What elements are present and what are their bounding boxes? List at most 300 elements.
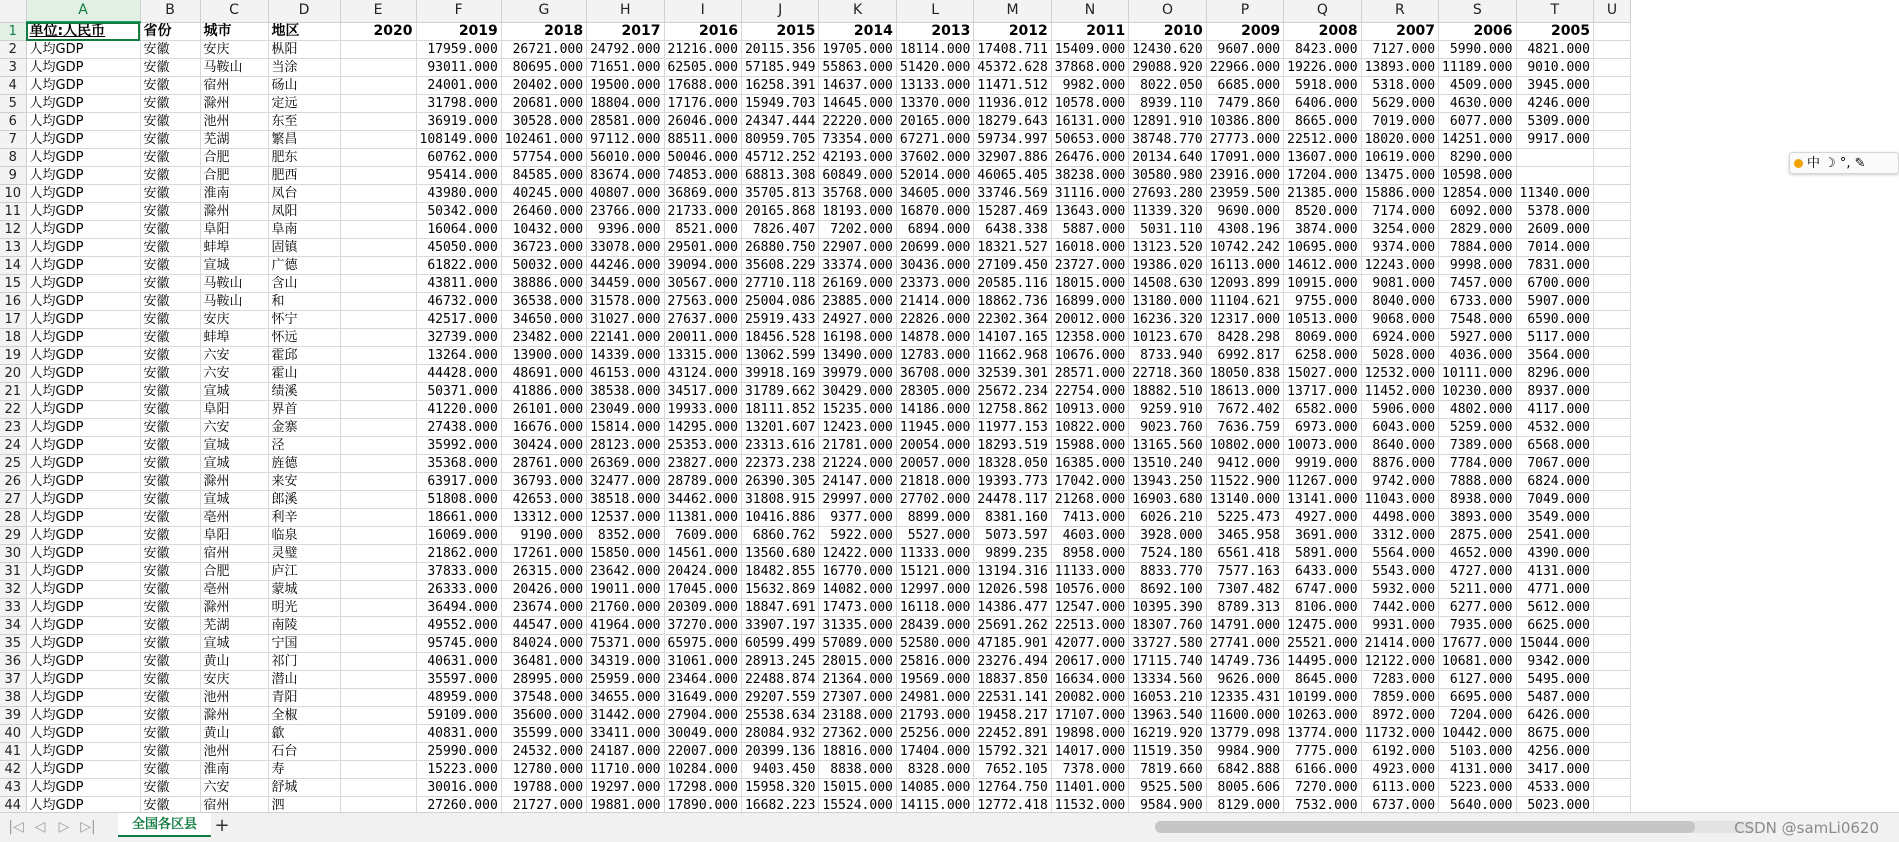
cell-p10[interactable]: 23959.500 — [1206, 185, 1283, 203]
cell-p6[interactable]: 10386.800 — [1206, 113, 1283, 131]
cell-p36[interactable]: 14749.736 — [1206, 653, 1283, 671]
cell-f25[interactable]: 35368.000 — [416, 455, 501, 473]
cell-c9[interactable]: 合肥 — [200, 167, 268, 185]
cell-p12[interactable]: 4308.196 — [1206, 221, 1283, 239]
cell-g44[interactable]: 21727.000 — [501, 797, 586, 813]
cell-d27[interactable]: 郎溪 — [268, 491, 340, 509]
cell-s34[interactable]: 7935.000 — [1439, 617, 1516, 635]
cell-j13[interactable]: 26880.750 — [741, 239, 818, 257]
column-header-a[interactable]: A — [26, 0, 140, 22]
cell-d26[interactable]: 来安 — [268, 473, 340, 491]
cell-j14[interactable]: 35608.229 — [741, 257, 818, 275]
cell-o42[interactable]: 7819.660 — [1129, 761, 1206, 779]
cell-u19[interactable] — [1593, 347, 1630, 365]
cell-g11[interactable]: 26460.000 — [501, 203, 586, 221]
cell-l44[interactable]: 14115.000 — [896, 797, 973, 813]
cell-f23[interactable]: 27438.000 — [416, 419, 501, 437]
cell-k27[interactable]: 29997.000 — [819, 491, 896, 509]
cell-d31[interactable]: 庐江 — [268, 563, 340, 581]
column-header-q[interactable]: Q — [1284, 0, 1361, 22]
cell-r28[interactable]: 4498.000 — [1361, 509, 1438, 527]
cell-g35[interactable]: 84024.000 — [501, 635, 586, 653]
cell-l28[interactable]: 8899.000 — [896, 509, 973, 527]
cell-s30[interactable]: 4652.000 — [1439, 545, 1516, 563]
cell-f1[interactable]: 2019 — [416, 22, 501, 41]
cell-h17[interactable]: 31027.000 — [587, 311, 664, 329]
row-header-31[interactable]: 31 — [0, 563, 26, 581]
cell-g27[interactable]: 42653.000 — [501, 491, 586, 509]
cell-d38[interactable]: 青阳 — [268, 689, 340, 707]
cell-s44[interactable]: 5640.000 — [1439, 797, 1516, 813]
cell-h14[interactable]: 44246.000 — [587, 257, 664, 275]
cell-u23[interactable] — [1593, 419, 1630, 437]
cell-p22[interactable]: 7672.402 — [1206, 401, 1283, 419]
cell-n29[interactable]: 4603.000 — [1051, 527, 1128, 545]
cell-c31[interactable]: 合肥 — [200, 563, 268, 581]
cell-t28[interactable]: 3549.000 — [1516, 509, 1593, 527]
cell-d23[interactable]: 金寨 — [268, 419, 340, 437]
cell-a11[interactable]: 人均GDP — [26, 203, 140, 221]
cell-i13[interactable]: 29501.000 — [664, 239, 741, 257]
cell-o3[interactable]: 29088.920 — [1129, 59, 1206, 77]
cell-j27[interactable]: 31808.915 — [741, 491, 818, 509]
cell-n41[interactable]: 14017.000 — [1051, 743, 1128, 761]
cell-p33[interactable]: 8789.313 — [1206, 599, 1283, 617]
cell-t18[interactable]: 5117.000 — [1516, 329, 1593, 347]
cell-k44[interactable]: 15524.000 — [819, 797, 896, 813]
cell-i28[interactable]: 11381.000 — [664, 509, 741, 527]
cell-o9[interactable]: 30580.980 — [1129, 167, 1206, 185]
cell-d41[interactable]: 石台 — [268, 743, 340, 761]
cell-j42[interactable]: 9403.450 — [741, 761, 818, 779]
cell-j24[interactable]: 23313.616 — [741, 437, 818, 455]
cell-p30[interactable]: 6561.418 — [1206, 545, 1283, 563]
cell-o23[interactable]: 9023.760 — [1129, 419, 1206, 437]
cell-g29[interactable]: 9190.000 — [501, 527, 586, 545]
cell-s37[interactable]: 6127.000 — [1439, 671, 1516, 689]
cell-a6[interactable]: 人均GDP — [26, 113, 140, 131]
cell-i39[interactable]: 27904.000 — [664, 707, 741, 725]
cell-p3[interactable]: 22966.000 — [1206, 59, 1283, 77]
cell-e4[interactable] — [340, 77, 416, 95]
cell-g36[interactable]: 36481.000 — [501, 653, 586, 671]
row-header-3[interactable]: 3 — [0, 59, 26, 77]
cell-t17[interactable]: 6590.000 — [1516, 311, 1593, 329]
cell-q33[interactable]: 8106.000 — [1284, 599, 1361, 617]
column-header-r[interactable]: R — [1361, 0, 1438, 22]
cell-l43[interactable]: 14085.000 — [896, 779, 973, 797]
cell-s1[interactable]: 2006 — [1439, 22, 1516, 41]
cell-i34[interactable]: 37270.000 — [664, 617, 741, 635]
cell-k26[interactable]: 24147.000 — [819, 473, 896, 491]
cell-k25[interactable]: 21224.000 — [819, 455, 896, 473]
cell-g31[interactable]: 26315.000 — [501, 563, 586, 581]
cell-u9[interactable] — [1593, 167, 1630, 185]
cell-e20[interactable] — [340, 365, 416, 383]
cell-q21[interactable]: 13717.000 — [1284, 383, 1361, 401]
cell-u42[interactable] — [1593, 761, 1630, 779]
cell-b28[interactable]: 安徽 — [140, 509, 200, 527]
cell-q19[interactable]: 6258.000 — [1284, 347, 1361, 365]
cell-t11[interactable]: 5378.000 — [1516, 203, 1593, 221]
cell-d8[interactable]: 肥东 — [268, 149, 340, 167]
cell-q4[interactable]: 5918.000 — [1284, 77, 1361, 95]
cell-i20[interactable]: 43124.000 — [664, 365, 741, 383]
column-header-g[interactable]: G — [501, 0, 586, 22]
cell-c1[interactable]: 城市 — [200, 22, 268, 41]
cell-l12[interactable]: 6894.000 — [896, 221, 973, 239]
cell-m33[interactable]: 14386.477 — [974, 599, 1051, 617]
cell-g16[interactable]: 36538.000 — [501, 293, 586, 311]
cell-j4[interactable]: 16258.391 — [741, 77, 818, 95]
cell-l13[interactable]: 20699.000 — [896, 239, 973, 257]
cell-e21[interactable] — [340, 383, 416, 401]
cell-j6[interactable]: 24347.444 — [741, 113, 818, 131]
column-header-t[interactable]: T — [1516, 0, 1593, 22]
cell-h4[interactable]: 19500.000 — [587, 77, 664, 95]
cell-s19[interactable]: 4036.000 — [1439, 347, 1516, 365]
cell-f42[interactable]: 15223.000 — [416, 761, 501, 779]
cell-p37[interactable]: 9626.000 — [1206, 671, 1283, 689]
cell-r1[interactable]: 2007 — [1361, 22, 1438, 41]
cell-b31[interactable]: 安徽 — [140, 563, 200, 581]
cell-j18[interactable]: 18456.528 — [741, 329, 818, 347]
cell-r5[interactable]: 5629.000 — [1361, 95, 1438, 113]
cell-l15[interactable]: 23373.000 — [896, 275, 973, 293]
cell-m22[interactable]: 12758.862 — [974, 401, 1051, 419]
cell-l23[interactable]: 11945.000 — [896, 419, 973, 437]
cell-l31[interactable]: 15121.000 — [896, 563, 973, 581]
cell-n17[interactable]: 20012.000 — [1051, 311, 1128, 329]
cell-f24[interactable]: 35992.000 — [416, 437, 501, 455]
cell-j39[interactable]: 25538.634 — [741, 707, 818, 725]
cell-f32[interactable]: 26333.000 — [416, 581, 501, 599]
cell-p2[interactable]: 9607.000 — [1206, 41, 1283, 59]
column-header-e[interactable]: E — [340, 0, 416, 22]
cell-b40[interactable]: 安徽 — [140, 725, 200, 743]
cell-m27[interactable]: 24478.117 — [974, 491, 1051, 509]
cell-n23[interactable]: 10822.000 — [1051, 419, 1128, 437]
cell-o39[interactable]: 13963.540 — [1129, 707, 1206, 725]
cell-k2[interactable]: 19705.000 — [819, 41, 896, 59]
cell-q9[interactable]: 17204.000 — [1284, 167, 1361, 185]
cell-t15[interactable]: 6700.000 — [1516, 275, 1593, 293]
cell-u3[interactable] — [1593, 59, 1630, 77]
horizontal-scrollbar[interactable] — [1155, 821, 1755, 833]
cell-m37[interactable]: 18837.850 — [974, 671, 1051, 689]
cell-a3[interactable]: 人均GDP — [26, 59, 140, 77]
row-header-2[interactable]: 2 — [0, 41, 26, 59]
cell-q34[interactable]: 12475.000 — [1284, 617, 1361, 635]
cell-o17[interactable]: 16236.320 — [1129, 311, 1206, 329]
cell-m26[interactable]: 19393.773 — [974, 473, 1051, 491]
cell-e38[interactable] — [340, 689, 416, 707]
cell-b4[interactable]: 安徽 — [140, 77, 200, 95]
cell-p32[interactable]: 7307.482 — [1206, 581, 1283, 599]
cell-f33[interactable]: 36494.000 — [416, 599, 501, 617]
cell-m30[interactable]: 9899.235 — [974, 545, 1051, 563]
cell-j10[interactable]: 35705.813 — [741, 185, 818, 203]
cell-r8[interactable]: 10619.000 — [1361, 149, 1438, 167]
cell-a32[interactable]: 人均GDP — [26, 581, 140, 599]
cell-r6[interactable]: 7019.000 — [1361, 113, 1438, 131]
cell-a15[interactable]: 人均GDP — [26, 275, 140, 293]
cell-q17[interactable]: 10513.000 — [1284, 311, 1361, 329]
cell-j33[interactable]: 18847.691 — [741, 599, 818, 617]
cell-n26[interactable]: 17042.000 — [1051, 473, 1128, 491]
cell-c26[interactable]: 滁州 — [200, 473, 268, 491]
cell-q6[interactable]: 8665.000 — [1284, 113, 1361, 131]
cell-i8[interactable]: 50046.000 — [664, 149, 741, 167]
cell-m44[interactable]: 12772.418 — [974, 797, 1051, 813]
cell-u25[interactable] — [1593, 455, 1630, 473]
cell-b24[interactable]: 安徽 — [140, 437, 200, 455]
cell-s41[interactable]: 5103.000 — [1439, 743, 1516, 761]
cell-e29[interactable] — [340, 527, 416, 545]
cell-c10[interactable]: 淮南 — [200, 185, 268, 203]
cell-i25[interactable]: 23827.000 — [664, 455, 741, 473]
cell-e5[interactable] — [340, 95, 416, 113]
cell-l40[interactable]: 25256.000 — [896, 725, 973, 743]
cell-u31[interactable] — [1593, 563, 1630, 581]
cell-n31[interactable]: 11133.000 — [1051, 563, 1128, 581]
cell-f12[interactable]: 16064.000 — [416, 221, 501, 239]
cell-r24[interactable]: 8640.000 — [1361, 437, 1438, 455]
cell-b37[interactable]: 安徽 — [140, 671, 200, 689]
cell-g42[interactable]: 12780.000 — [501, 761, 586, 779]
cell-s38[interactable]: 6695.000 — [1439, 689, 1516, 707]
cell-l38[interactable]: 24981.000 — [896, 689, 973, 707]
cell-e15[interactable] — [340, 275, 416, 293]
cell-g40[interactable]: 35599.000 — [501, 725, 586, 743]
cell-g12[interactable]: 10432.000 — [501, 221, 586, 239]
cell-f2[interactable]: 17959.000 — [416, 41, 501, 59]
cell-u14[interactable] — [1593, 257, 1630, 275]
cell-m36[interactable]: 23276.494 — [974, 653, 1051, 671]
cell-b7[interactable]: 安徽 — [140, 131, 200, 149]
next-sheet-icon[interactable]: ▷ — [58, 819, 70, 835]
cell-o10[interactable]: 27693.280 — [1129, 185, 1206, 203]
cell-f21[interactable]: 50371.000 — [416, 383, 501, 401]
cell-a20[interactable]: 人均GDP — [26, 365, 140, 383]
cell-q8[interactable]: 13607.000 — [1284, 149, 1361, 167]
row-header-23[interactable]: 23 — [0, 419, 26, 437]
cell-r11[interactable]: 7174.000 — [1361, 203, 1438, 221]
cell-b14[interactable]: 安徽 — [140, 257, 200, 275]
cell-g39[interactable]: 35600.000 — [501, 707, 586, 725]
cell-n12[interactable]: 5887.000 — [1051, 221, 1128, 239]
cell-j36[interactable]: 28913.245 — [741, 653, 818, 671]
cell-a25[interactable]: 人均GDP — [26, 455, 140, 473]
cell-h26[interactable]: 32477.000 — [587, 473, 664, 491]
cell-t9[interactable] — [1516, 167, 1593, 185]
cell-u11[interactable] — [1593, 203, 1630, 221]
cell-g17[interactable]: 34650.000 — [501, 311, 586, 329]
cell-i16[interactable]: 27563.000 — [664, 293, 741, 311]
cell-c16[interactable]: 马鞍山 — [200, 293, 268, 311]
cell-c24[interactable]: 宣城 — [200, 437, 268, 455]
row-header-12[interactable]: 12 — [0, 221, 26, 239]
cell-a33[interactable]: 人均GDP — [26, 599, 140, 617]
cell-b43[interactable]: 安徽 — [140, 779, 200, 797]
row-header-1[interactable]: 1 — [0, 22, 26, 41]
cell-k37[interactable]: 21364.000 — [819, 671, 896, 689]
cell-a26[interactable]: 人均GDP — [26, 473, 140, 491]
cell-g32[interactable]: 20426.000 — [501, 581, 586, 599]
cell-d37[interactable]: 潜山 — [268, 671, 340, 689]
cell-l2[interactable]: 18114.000 — [896, 41, 973, 59]
cell-f34[interactable]: 49552.000 — [416, 617, 501, 635]
cell-m6[interactable]: 18279.643 — [974, 113, 1051, 131]
cell-s11[interactable]: 6092.000 — [1439, 203, 1516, 221]
row-header-33[interactable]: 33 — [0, 599, 26, 617]
cell-g5[interactable]: 20681.000 — [501, 95, 586, 113]
cell-t21[interactable]: 8937.000 — [1516, 383, 1593, 401]
cell-r38[interactable]: 7859.000 — [1361, 689, 1438, 707]
cell-e18[interactable] — [340, 329, 416, 347]
cell-h38[interactable]: 34655.000 — [587, 689, 664, 707]
cell-o30[interactable]: 7524.180 — [1129, 545, 1206, 563]
cell-m18[interactable]: 14107.165 — [974, 329, 1051, 347]
cell-e7[interactable] — [340, 131, 416, 149]
cell-s28[interactable]: 3893.000 — [1439, 509, 1516, 527]
cell-k16[interactable]: 23885.000 — [819, 293, 896, 311]
cell-h20[interactable]: 46153.000 — [587, 365, 664, 383]
cell-j22[interactable]: 18111.852 — [741, 401, 818, 419]
cell-p1[interactable]: 2009 — [1206, 22, 1283, 41]
cell-t23[interactable]: 4532.000 — [1516, 419, 1593, 437]
cell-j38[interactable]: 29207.559 — [741, 689, 818, 707]
cell-j25[interactable]: 22373.238 — [741, 455, 818, 473]
cell-u15[interactable] — [1593, 275, 1630, 293]
cell-t10[interactable]: 11340.000 — [1516, 185, 1593, 203]
cell-t14[interactable]: 7831.000 — [1516, 257, 1593, 275]
cell-a42[interactable]: 人均GDP — [26, 761, 140, 779]
cell-s42[interactable]: 4131.000 — [1439, 761, 1516, 779]
cell-p14[interactable]: 16113.000 — [1206, 257, 1283, 275]
cell-n27[interactable]: 21268.000 — [1051, 491, 1128, 509]
cell-l9[interactable]: 52014.000 — [896, 167, 973, 185]
cell-d12[interactable]: 阜南 — [268, 221, 340, 239]
cell-u18[interactable] — [1593, 329, 1630, 347]
cell-t42[interactable]: 3417.000 — [1516, 761, 1593, 779]
cell-o33[interactable]: 10395.390 — [1129, 599, 1206, 617]
cell-u37[interactable] — [1593, 671, 1630, 689]
cell-e33[interactable] — [340, 599, 416, 617]
cell-j34[interactable]: 33907.197 — [741, 617, 818, 635]
cell-j1[interactable]: 2015 — [741, 22, 818, 41]
cell-a4[interactable]: 人均GDP — [26, 77, 140, 95]
cell-f16[interactable]: 46732.000 — [416, 293, 501, 311]
cell-f26[interactable]: 63917.000 — [416, 473, 501, 491]
cell-i35[interactable]: 65975.000 — [664, 635, 741, 653]
column-header-l[interactable]: L — [896, 0, 973, 22]
cell-u38[interactable] — [1593, 689, 1630, 707]
cell-b3[interactable]: 安徽 — [140, 59, 200, 77]
cell-e8[interactable] — [340, 149, 416, 167]
cell-k18[interactable]: 16198.000 — [819, 329, 896, 347]
cell-t4[interactable]: 3945.000 — [1516, 77, 1593, 95]
cell-o11[interactable]: 11339.320 — [1129, 203, 1206, 221]
row-header-14[interactable]: 14 — [0, 257, 26, 275]
cell-k5[interactable]: 14645.000 — [819, 95, 896, 113]
cell-g43[interactable]: 19788.000 — [501, 779, 586, 797]
cell-m23[interactable]: 11977.153 — [974, 419, 1051, 437]
cell-a5[interactable]: 人均GDP — [26, 95, 140, 113]
cell-g13[interactable]: 36723.000 — [501, 239, 586, 257]
cell-r7[interactable]: 18020.000 — [1361, 131, 1438, 149]
cell-o29[interactable]: 3928.000 — [1129, 527, 1206, 545]
cell-o27[interactable]: 16903.680 — [1129, 491, 1206, 509]
cell-b17[interactable]: 安徽 — [140, 311, 200, 329]
cell-h28[interactable]: 12537.000 — [587, 509, 664, 527]
cell-f22[interactable]: 41220.000 — [416, 401, 501, 419]
cell-j16[interactable]: 25004.086 — [741, 293, 818, 311]
row-header-40[interactable]: 40 — [0, 725, 26, 743]
cell-p23[interactable]: 7636.759 — [1206, 419, 1283, 437]
cell-n16[interactable]: 16899.000 — [1051, 293, 1128, 311]
cell-m10[interactable]: 33746.569 — [974, 185, 1051, 203]
cell-f31[interactable]: 37833.000 — [416, 563, 501, 581]
cell-c28[interactable]: 亳州 — [200, 509, 268, 527]
cell-e39[interactable] — [340, 707, 416, 725]
cell-h9[interactable]: 83674.000 — [587, 167, 664, 185]
cell-d17[interactable]: 怀宁 — [268, 311, 340, 329]
cell-p44[interactable]: 8129.000 — [1206, 797, 1283, 813]
scrollbar-thumb[interactable] — [1155, 821, 1695, 833]
cell-m40[interactable]: 22452.891 — [974, 725, 1051, 743]
cell-d39[interactable]: 全椒 — [268, 707, 340, 725]
column-header-h[interactable]: H — [587, 0, 664, 22]
cell-s40[interactable]: 10442.000 — [1439, 725, 1516, 743]
cell-n42[interactable]: 7378.000 — [1051, 761, 1128, 779]
cell-d44[interactable]: 泗 — [268, 797, 340, 813]
cell-r30[interactable]: 5564.000 — [1361, 545, 1438, 563]
cell-g2[interactable]: 26721.000 — [501, 41, 586, 59]
row-header-18[interactable]: 18 — [0, 329, 26, 347]
cell-k21[interactable]: 30429.000 — [819, 383, 896, 401]
cell-p18[interactable]: 8428.298 — [1206, 329, 1283, 347]
cell-u17[interactable] — [1593, 311, 1630, 329]
cell-n28[interactable]: 7413.000 — [1051, 509, 1128, 527]
row-header-19[interactable]: 19 — [0, 347, 26, 365]
cell-d40[interactable]: 歙 — [268, 725, 340, 743]
row-header-4[interactable]: 4 — [0, 77, 26, 95]
cell-e23[interactable] — [340, 419, 416, 437]
cell-i19[interactable]: 13315.000 — [664, 347, 741, 365]
cell-j41[interactable]: 20399.136 — [741, 743, 818, 761]
cell-t39[interactable]: 6426.000 — [1516, 707, 1593, 725]
cell-i15[interactable]: 30567.000 — [664, 275, 741, 293]
cell-s9[interactable]: 10598.000 — [1439, 167, 1516, 185]
cell-m4[interactable]: 11471.512 — [974, 77, 1051, 95]
cell-s20[interactable]: 10111.000 — [1439, 365, 1516, 383]
cell-b16[interactable]: 安徽 — [140, 293, 200, 311]
cell-c13[interactable]: 蚌埠 — [200, 239, 268, 257]
cell-u10[interactable] — [1593, 185, 1630, 203]
cell-i18[interactable]: 20011.000 — [664, 329, 741, 347]
cell-b2[interactable]: 安徽 — [140, 41, 200, 59]
cell-m15[interactable]: 20585.116 — [974, 275, 1051, 293]
column-header-o[interactable]: O — [1129, 0, 1206, 22]
cell-c27[interactable]: 宣城 — [200, 491, 268, 509]
cell-d34[interactable]: 南陵 — [268, 617, 340, 635]
cell-m1[interactable]: 2012 — [974, 22, 1051, 41]
cell-q13[interactable]: 10695.000 — [1284, 239, 1361, 257]
cell-p43[interactable]: 8005.606 — [1206, 779, 1283, 797]
cell-o6[interactable]: 12891.910 — [1129, 113, 1206, 131]
cell-h6[interactable]: 28581.000 — [587, 113, 664, 131]
